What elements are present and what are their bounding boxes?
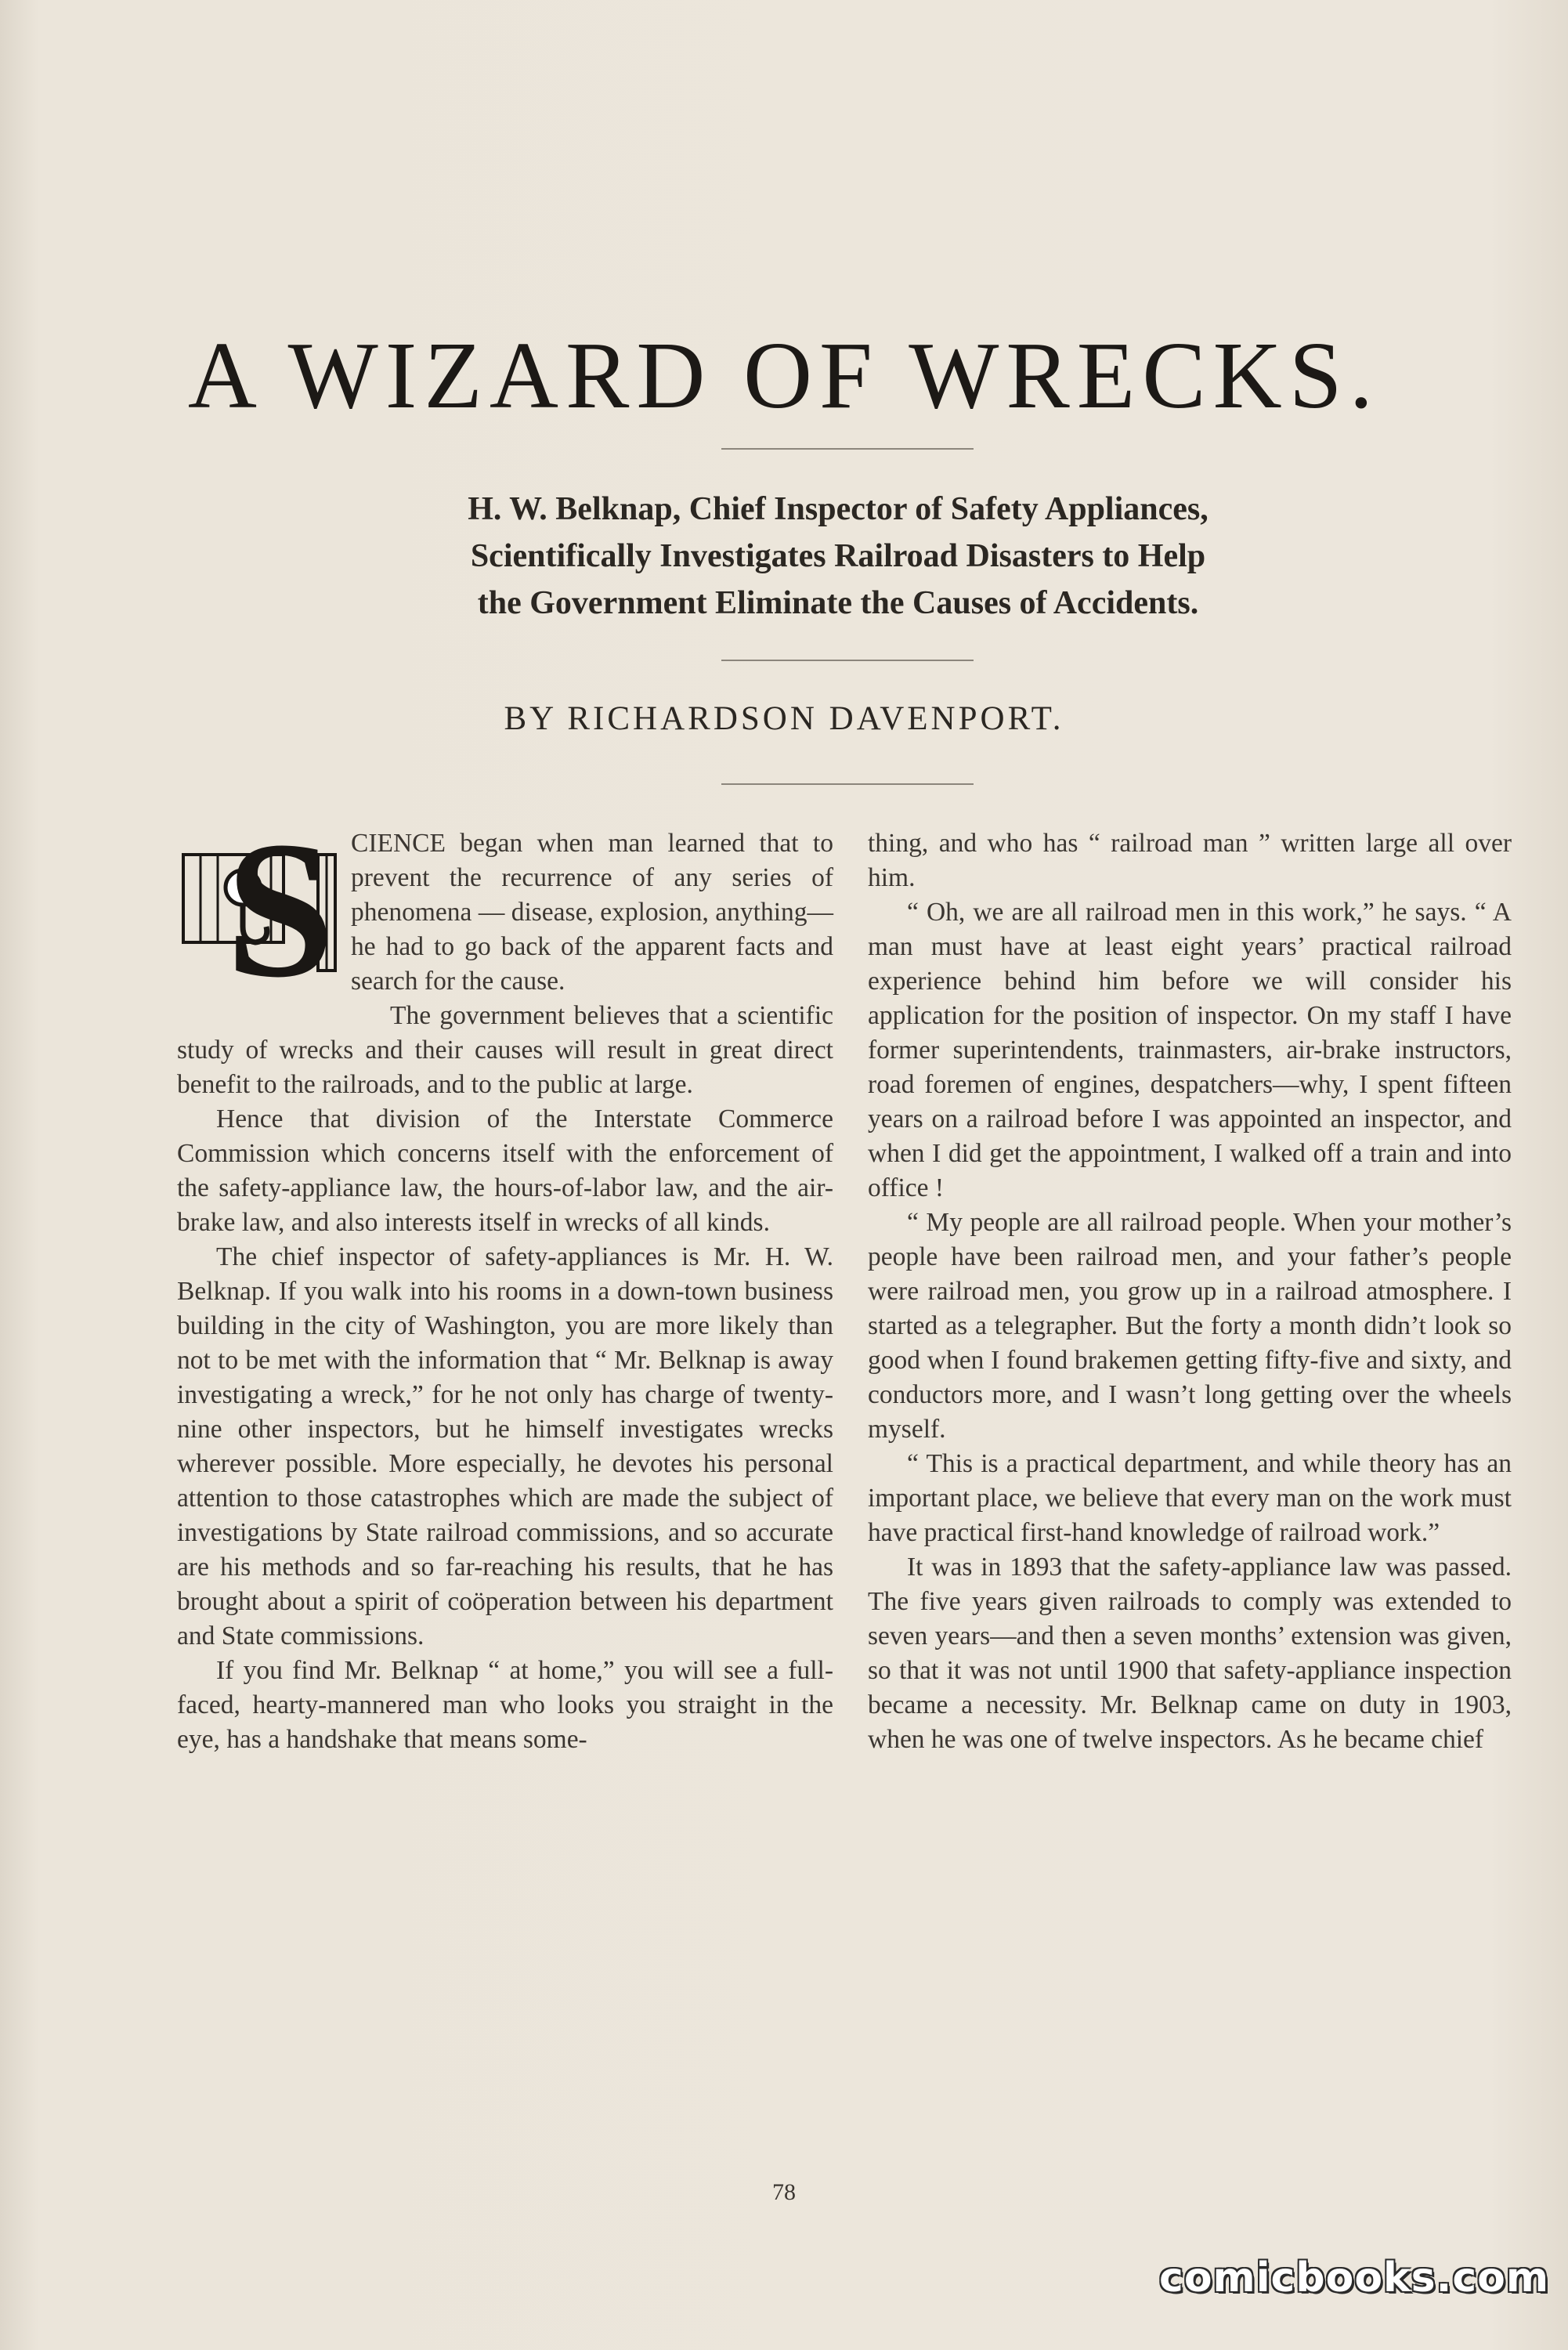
paragraph: “ Oh, we are all railroad men in this work,” he says. “ A man must have at least eight years’ practical railroad experience behind him before we will consider his application for the position of inspector. On my staff I have former superintendents, trainmasters, air-brake instructors, road foremen of engines, despatchers—why, I spent fifteen years on a railroad before I was appointed an inspector, and when I did get the appointment, I walked off a train and into office !	[868, 898, 1512, 1202]
subtitle-line: H. W. Belknap, Chief Inspector of Safety Appliances,	[468, 491, 1209, 527]
subtitle-line: the Government Eliminate the Causes of Accidents.	[477, 585, 1199, 621]
subtitle-divider	[721, 660, 974, 661]
article-byline: BY RICHARDSON DAVENPORT.	[504, 700, 1064, 737]
paragraph: The chief inspector of safety-appliances is Mr. H. W. Belknap. If you walk into his rooms in a down-town business building in the city of Washington, you are more likely than not to be met with the information that “ Mr. Belknap is away investigating a wreck,” for he not only has charge of twenty-nine other inspectors, but he himself investigates wrecks wherever possible. More especially, he devotes his personal attention to those catastrophes which are made the subject of investigations by State railroad commissions, and so accurate are his methods and so far-reaching his results, that he has brought about a spirit of coöperation between his department and State commissions.	[177, 1242, 833, 1650]
article-column-right	[868, 826, 1512, 1757]
paragraph: The government believes that a scientific study of wrecks and their causes will result in great direct benefit to the railroads, and to the public at large.	[177, 1001, 833, 1099]
paragraph: It was in 1893 that the safety-appliance law was passed. The five years given railroads to comply was extended to seven years—and then a seven months’ extension was given, so that it was not until 1900 that safety-appliance inspection became a necessity. Mr. Belknap came on duty in 1903, when he was one of twelve inspectors. As he became chief	[868, 1553, 1512, 1754]
site-watermark: comicbooks.com	[1159, 2254, 1550, 2301]
page-number: 78	[772, 2179, 796, 2205]
subtitle-line: Scientifically Investigates Railroad Disasters to Help	[470, 538, 1206, 574]
paragraph: “ This is a practical department, and while theory has an important place, we believe that every man on the work must have practical first-hand knowledge of railroad work.”	[868, 1449, 1512, 1547]
byline-divider	[721, 783, 974, 785]
paragraph: “ My people are all railroad people. When your mother’s people have been railroad men, and your father’s people were railroad men, you grow up in a railroad atmosphere. I started as a telegrapher. But the forty a month didn’t look so good when I found brakemen getting fifty-five and sixty, and conductors more, and I wasn’t long getting over the wheels myself.	[868, 1208, 1512, 1444]
paragraph: If you find Mr. Belknap “ at home,” you will see a full-faced, hearty-mannered man who looks you straight in the eye, has a handshake that means some-	[177, 1656, 833, 1754]
article-column-left	[177, 801, 833, 1757]
article-subtitle	[313, 486, 1363, 627]
dropcap-letter: S	[226, 801, 335, 1018]
article-title: A WIZARD OF WRECKS.	[187, 323, 1381, 428]
paragraph: CIENCE began when man learned that to prevent the recurrence of any series of phenomena — disease, explosion, anything—he had to go back of the apparent facts and search for the cause.	[351, 829, 833, 996]
paragraph: Hence that division of the Interstate Commerce Commission which concerns itself with the enforcement of the safety-appliance law, the hours-of-labor law, and the air-brake law, and also interests itself in wrecks of all kinds.	[177, 1104, 833, 1237]
title-divider	[721, 448, 974, 450]
dropcap-illustration	[177, 801, 340, 1018]
paragraph: thing, and who has “ railroad man ” written large all over him.	[868, 829, 1512, 892]
